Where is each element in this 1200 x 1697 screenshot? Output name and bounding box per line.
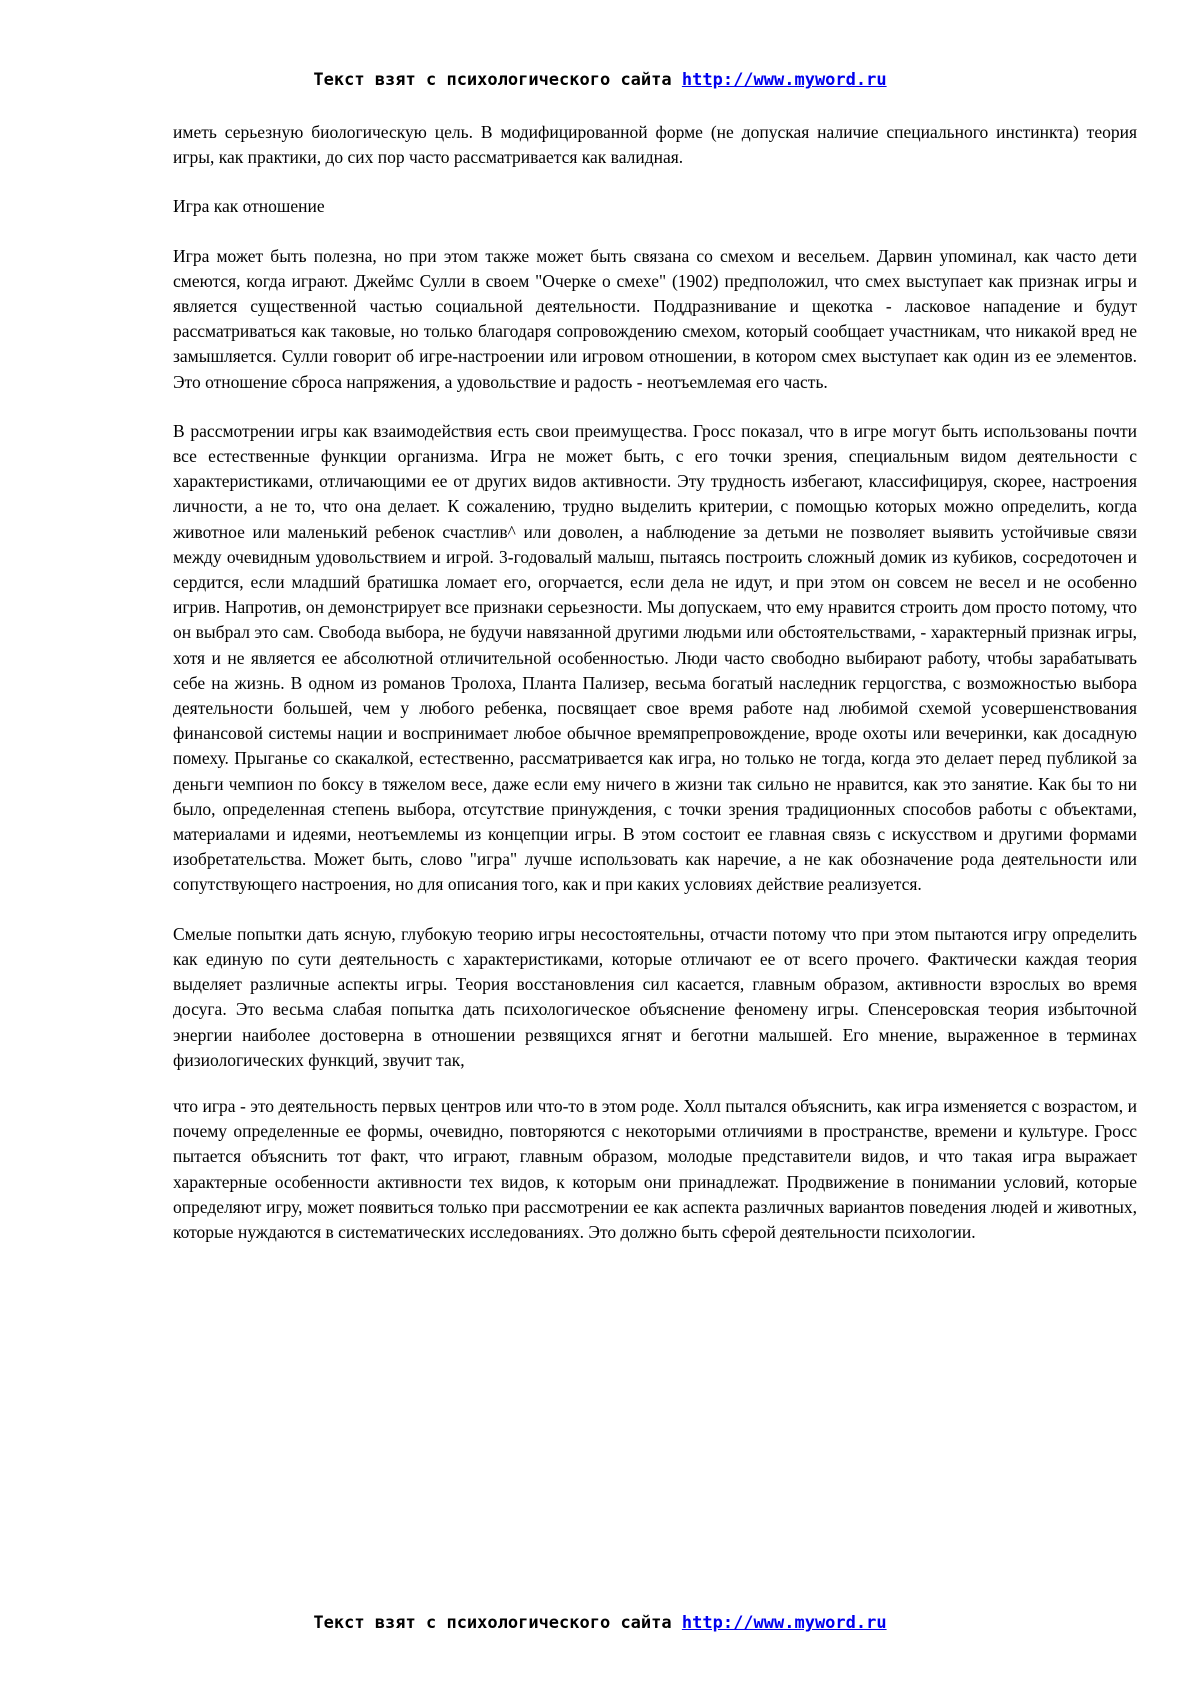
paragraph-2: Игра может быть полезна, но при этом также может быть связана со смехом и весельем. Дарвин упоминал, как часто дети смеются, когда играют. Джеймс Сулли в своем "Очерке о смехе" (1902) предположил, что смех выступает как признак игры и является существенной частью социальной деятельности. Поддразнивание и щекотка - ласковое нападение и будут рассматриваться как таковые, но только благодаря сопровождению смехом, который сообщает участникам, что никакой вред не замышляется. Сулли говорит об игре-настроении или игровом отношении, в котором смех выступает как один из ее элементов. Это отношение сброса напряжения, а удовольствие и радость - неотъемлемая его часть. — [173, 245, 1137, 392]
paragraph-5: что игра - это деятельность первых центров или что-то в этом роде. Холл пытался объяснить, как игра изменяется с возрастом, и почему определенные ее формы, очевидно, повторяются с некоторыми отличиями в пространстве, времени и культуре. Гросс пытается объяснить тот факт, что играют, главным образом, молодые представители видов, и что такая игра выражает характерные особенности активности тех видов, к которым они принадлежат. Продвижение в понимании условий, которые определяют игру, может появиться только при рассмотрении ее как аспекта различных вариантов поведения людей и животных, которые нуждаются в систематических исследованиях. Это должно быть сферой деятельности психологии. — [173, 1095, 1137, 1242]
page-header — [0, 69, 1200, 91]
paragraph-1: иметь серьезную биологическую цель. В модифицированной форме (не допуская наличие специального инстинкта) теория игры, как практики, до сих пор часто рассматривается как валидная. — [173, 122, 1137, 168]
footer-source-text: Текст взят с психологического сайта — [313, 1613, 672, 1633]
section-heading: Игра как отношение — [173, 196, 325, 217]
document-body — [173, 120, 1137, 1269]
footer-site-link[interactable]: http://www.myword.ru — [681, 1613, 887, 1633]
page-footer — [0, 1612, 1200, 1634]
header-source-text: Текст взят с психологического сайта — [313, 70, 672, 90]
paragraph-4: Смелые попытки дать ясную, глубокую теорию игры несостоятельны, отчасти потому что при этом пытаются игру определить как единую по сути деятельность с характеристиками, которые отличают ее от всего прочего. Фактически каждая теория выделяет различные аспекты игры. Теория восстановления сил касается, главным образом, активности взрослых во время досуга. Это весьма слабая попытка дать психологическое объяснение феномену игры. Спенсеровская теория избыточной энергии наиболее достоверна в отношении резвящихся ягнят и беготни малышей. Его мнение, выраженное в терминах физиологических функций, звучит так, — [173, 923, 1137, 1070]
header-site-link[interactable]: http://www.myword.ru — [681, 70, 887, 90]
paragraph-3: В рассмотрении игры как взаимодействия есть свои преимущества. Гросс показал, что в игре могут быть использованы почти все естественные функции организма. Игра не может быть, с его точки зрения, специальным видом деятельности с характеристиками, отличающими ее от других видов активности. Эту трудность избегают, классифицируя, скорее, настроения личности, а не то, что она делает. К сожалению, трудно выделить критерии, с помощью которых можно определить, когда животное или маленький ребенок счастлив^ или доволен, а наблюдение за детьми не позволяет выявить устойчивые связи между очевидным удовольствием и игрой. 3-годовалый малыш, пытаясь построить сложный домик из кубиков, сосредоточен и сердится, если младший братишка ломает его, огорчается, если дела не идут, и при этом он совсем не весел и не особенно игрив. Напротив, он демонстрирует все признаки серьезности. Мы допускаем, что ему нравится строить дом просто потому, что он выбрал это сам. Свобода выбора, не будучи навязанной другими людьми или обстоятельствами, - характерный признак игры, хотя и не является ее абсолютной отличительной особенностью. Люди часто свободно выбирают работу, чтобы зарабатывать себе на жизнь. В одном из романов Тролоха, Планта Пализер, весьма богатый наследник герцогства, с возможностью выбора деятельности большей, чем у любого ребенка, посвящает свое время работе над любимой схемой усовершенствования финансовой системы нации и воспринимает любое обычное времяпрепровождение, вроде охоты или вечеринки, как досадную помеху. Прыганье со скакалкой, естественно, рассматривается как игра, но только не тогда, когда это делает перед публикой за деньги чемпион по боксу в тяжелом весе, даже если ему ничего в жизни так сильно не нравится, как это занятие. Как бы то ни было, определенная степень выбора, отсутствие принуждения, с точки зрения традиционных способов работы с объектами, материалами и идеями, неотъемлемы из концепции игры. В этом состоит ее главная связь с искусством и другими формами изобретательства. Может быть, слово "игра" лучше использовать как наречие, а не как обозначение рода деятельности или сопутствующего настроения, но для описания того, как и при каких условиях действие реализуется. — [173, 420, 1137, 895]
